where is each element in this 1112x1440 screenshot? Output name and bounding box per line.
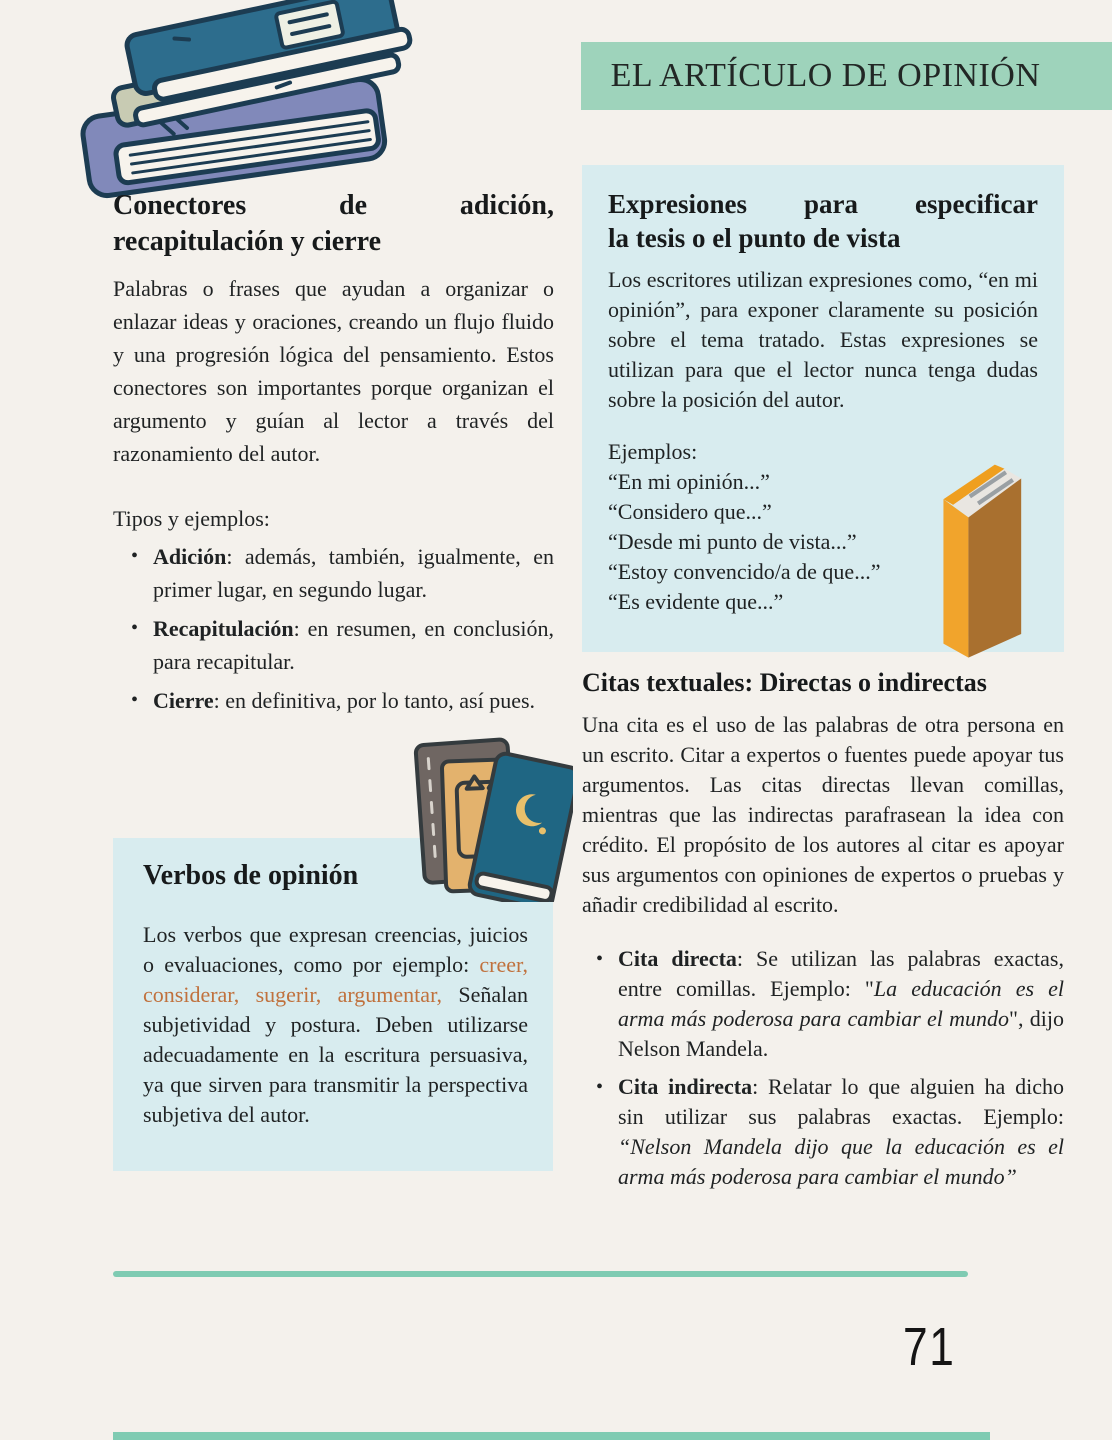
stacked-books-illustration (70, 2, 405, 192)
list-item (602, 1072, 1064, 1192)
bottom-accent-bar (113, 1432, 990, 1440)
conectores-list (113, 540, 554, 717)
section-citas (582, 666, 1064, 1192)
bullet-quote: “Nelson Mandela dijo que la educación es el arma más poderosa para cambiar el mundo” (618, 1134, 1064, 1189)
conectores-heading-line2: recapitulación y cierre (113, 226, 381, 257)
conectores-heading-line1: Conectores de adición, (113, 190, 554, 221)
bullet-label: Cita directa (618, 946, 737, 971)
page-title: EL ARTÍCULO DE OPINIÓN (610, 57, 1041, 94)
expresiones-paragraph: Los escritores utilizan expresiones como, “en mi opinión”, para exponer claramente su posición sobre el tema tratado. Estas expresiones se utilizan para que el lector nunca tenga dudas sobre la posición del autor. (608, 267, 1038, 412)
example-quote: “Estoy convencido/a de que...” (608, 559, 881, 584)
example-quote: “En mi opinión...” (608, 469, 770, 494)
expresiones-heading-line1: Expresiones para especificar (608, 189, 1038, 219)
bullet-text: : en definitiva, por lo tanto, así pues. (213, 688, 536, 713)
bullet-text: : además, también, igualmente, en primer lugar, en segundo lugar. (153, 544, 554, 602)
list-item (137, 540, 554, 606)
conectores-paragraph: Palabras o frases que ayudan a organizar o enlazar ideas y oraciones, creando un flujo fluido y una progresión lógica del pensamiento. Estos conectores son importantes porque organizan el argumento y guían al lector a través del razonamiento del autor. (113, 276, 554, 466)
examples-intro: Ejemplos: (608, 439, 698, 464)
bullet-quote: La educación es el arma más poderosa para cambiar el mundo (618, 976, 1064, 1031)
footer-divider-line (113, 1271, 968, 1277)
verbos-heading: Verbos de opinión (143, 860, 359, 891)
list-item (602, 944, 1064, 1064)
standing-books-illustration (398, 730, 573, 902)
citas-paragraph: Una cita es el uso de las palabras de otra persona en un escrito. Citar a expertos o fuentes puede apoyar tus argumentos. Las citas directas llevan comillas, mientras que las indirectas parafrasean la idea con crédito. El propósito de los autores al citar es apoyar sus argumentos con opiniones de expertos o pruebas y añadir credibilidad al escrito. (582, 712, 1064, 917)
bullet-label: Recapitulación (153, 616, 294, 641)
bullet-text: : en resumen, en conclusión, para recapitular. (153, 616, 554, 674)
example-quote: “Desde mi punto de vista...” (608, 529, 857, 554)
bullet-text: ", dijo Nelson Mandela. (618, 1006, 1064, 1061)
orange-book-illustration (924, 453, 1042, 665)
section-conectores (113, 188, 554, 717)
expresiones-examples (608, 437, 938, 617)
page-header (581, 42, 1112, 110)
section-expresiones (582, 165, 1064, 652)
citas-list (582, 944, 1064, 1192)
conectores-list-intro: Tipos y ejemplos: (113, 506, 270, 531)
verbos-paragraph (143, 920, 528, 1130)
page-number: 71 (903, 1317, 956, 1377)
expresiones-heading-line2: la tesis o el punto de vista (608, 223, 901, 253)
verbos-highlighted-verbs: creer, considerar, sugerir, argumentar, (143, 952, 528, 1007)
example-quote: “Considero que...” (608, 499, 772, 524)
citas-heading: Citas textuales: Directas o indirectas (582, 668, 987, 697)
verbos-text: Señalan subjetividad y postura. Deben utilizarse adecuadamente en la escritura persuasiva, ya que sirven para transmitir la perspectiva subjetiva del autor. (143, 982, 528, 1127)
bullet-label: Cita indirecta (618, 1074, 753, 1099)
example-quote: “Es evidente que...” (608, 589, 784, 614)
bullet-label: Adición (153, 544, 227, 569)
verbos-text: Los verbos que expresan creencias, juicios o evaluaciones, como por ejemplo: (143, 922, 528, 977)
bullet-text: : Relatar lo que alguien ha dicho sin utilizar sus palabras exactas. Ejemplo: (618, 1074, 1065, 1129)
bullet-text: : Se utilizan las palabras exactas, entre comillas. Ejemplo: " (618, 946, 1064, 1001)
bullet-label: Cierre (153, 688, 214, 713)
list-item (137, 612, 554, 678)
list-item (137, 684, 554, 717)
